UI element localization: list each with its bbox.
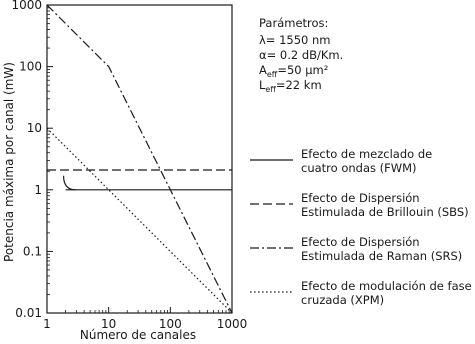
y-axis-label: Potencia máxima por canal (mW)	[2, 62, 16, 262]
series-line-solid-start	[64, 176, 76, 190]
x-tick-label: 100	[158, 317, 182, 331]
parameter-line: $L_{eff}=22$ km	[259, 78, 322, 94]
legend-label: cuatro ondas (FWM)	[301, 161, 417, 175]
y-tick-label: 100	[19, 59, 42, 74]
x-tick-label: 1000	[216, 317, 248, 331]
legend-label: cruzada (XPM)	[301, 293, 385, 307]
legend-label: Efecto de Dispersión	[301, 235, 420, 249]
series-line-dashdot	[47, 5, 232, 313]
y-tick-label: 10	[26, 121, 42, 136]
y-tick-label: 0.01	[15, 306, 42, 320]
plot-frame	[47, 5, 232, 313]
legend-label: Efecto de mezclado de	[301, 147, 433, 161]
series-layer	[47, 5, 232, 313]
y-tick-label: 0.1	[22, 244, 42, 259]
parameters-box	[259, 16, 343, 94]
parameter-line: α= 0.2 dB/Km.	[259, 48, 344, 62]
x-tick-label: 10	[101, 317, 117, 331]
parameters-heading: Parámetros:	[259, 16, 329, 30]
legend-label: Efecto de Dispersión	[301, 191, 420, 205]
legend-label: Efecto de modulación de fase	[301, 279, 472, 293]
x-axis-label: Número de canales	[79, 328, 197, 342]
parameter-line: λ= 1550 nm	[259, 33, 331, 47]
x-tick-label: 1	[43, 317, 51, 331]
legend-label: Estimulada de Brillouin (SBS)	[301, 205, 469, 219]
legend-label: Estimulada de Raman (SRS)	[301, 249, 463, 263]
series-line-dotted	[47, 128, 232, 313]
legend	[250, 147, 472, 307]
plot-area	[11, 0, 247, 331]
y-tick-label: 1000	[11, 0, 42, 12]
y-tick-label: 1	[34, 182, 42, 197]
parameter-line: $A_{eff}=50$ μm²	[259, 63, 329, 79]
